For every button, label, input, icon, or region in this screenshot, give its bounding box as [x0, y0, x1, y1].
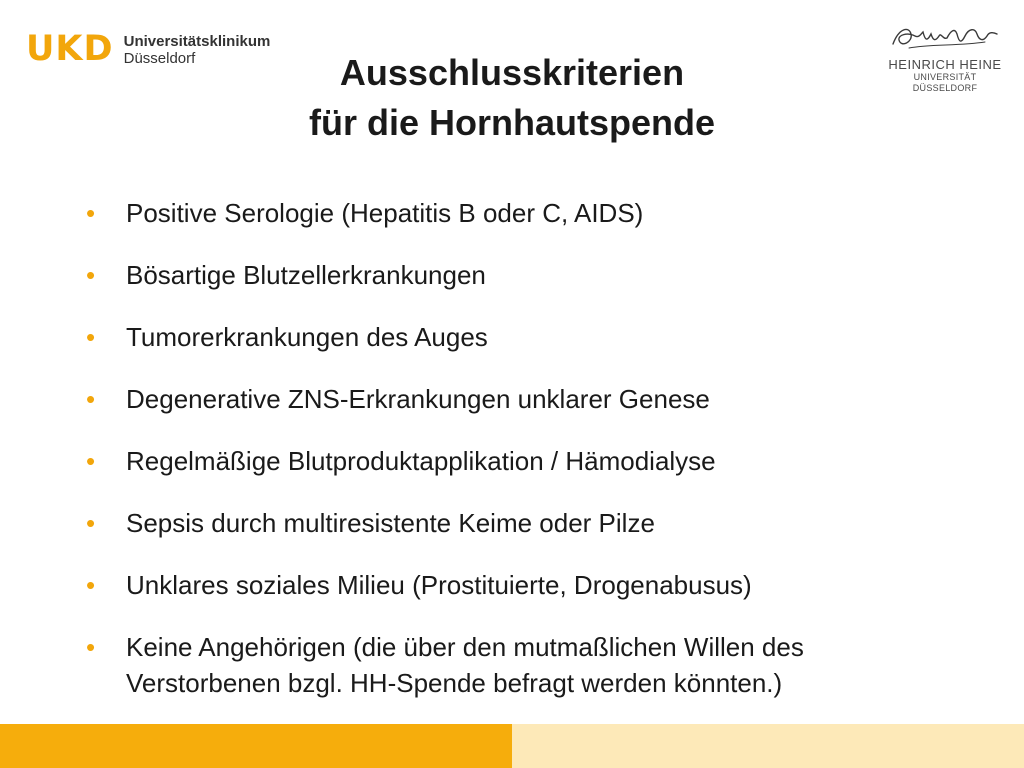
bullet-icon: • [86, 384, 96, 414]
bullet-icon: • [86, 632, 96, 662]
criteria-list [86, 195, 986, 701]
ukd-logo-city: Düsseldorf [123, 49, 196, 67]
list-item [86, 443, 986, 479]
bullet-icon: • [86, 570, 96, 600]
list-item-text-line-1: Keine Angehörigen (die über den mutmaßlichen Willen des [126, 632, 804, 662]
bullet-icon: • [86, 446, 96, 476]
list-item-text: Positive Serologie (Hepatitis B oder C, AIDS) [126, 198, 644, 228]
list-item-text: Regelmäßige Blutproduktapplikation / Hämodialyse [126, 446, 716, 476]
hhu-logo-university: UNIVERSITÄT DÜSSELDORF [912, 72, 978, 93]
hhu-logo-name: HEINRICH HEINE [888, 57, 1002, 72]
list-item-text: Sepsis durch multiresistente Keime oder Pilze [126, 508, 655, 538]
list-item [86, 195, 986, 231]
slide-title [200, 48, 824, 148]
list-item [86, 381, 986, 417]
ukd-logo-name: Universitätsklinikum [123, 32, 271, 50]
slide-title-line-1: Ausschlusskriterien [339, 52, 685, 93]
footer-bar-light [512, 724, 1024, 768]
list-item [86, 505, 986, 541]
bullet-icon: • [86, 260, 96, 290]
list-item-text: Unklares soziales Milieu (Prostituierte, Drogenabusus) [126, 570, 752, 600]
signature-icon [889, 22, 1001, 56]
list-item [86, 257, 986, 293]
bullet-icon: • [86, 508, 96, 538]
bullet-icon: • [86, 322, 96, 352]
list-item [86, 567, 986, 603]
list-item-text: Tumorerkrankungen des Auges [126, 322, 488, 352]
bullet-icon: • [86, 198, 96, 228]
footer-bar-dark [0, 724, 512, 768]
hhu-logo [886, 22, 1004, 94]
list-item-text: Bösartige Blutzellerkrankungen [126, 260, 486, 290]
slide-title-line-2: für die Hornhautspende [308, 102, 716, 143]
list-item-text-line-2: Verstorbenen bzgl. HH-Spende befragt werden könnten.) [126, 668, 783, 698]
list-item-text: Degenerative ZNS-Erkrankungen unklarer Genese [126, 384, 710, 414]
ukd-logo-mark: UKD [26, 29, 114, 69]
list-item [86, 319, 986, 355]
list-item [86, 629, 986, 701]
